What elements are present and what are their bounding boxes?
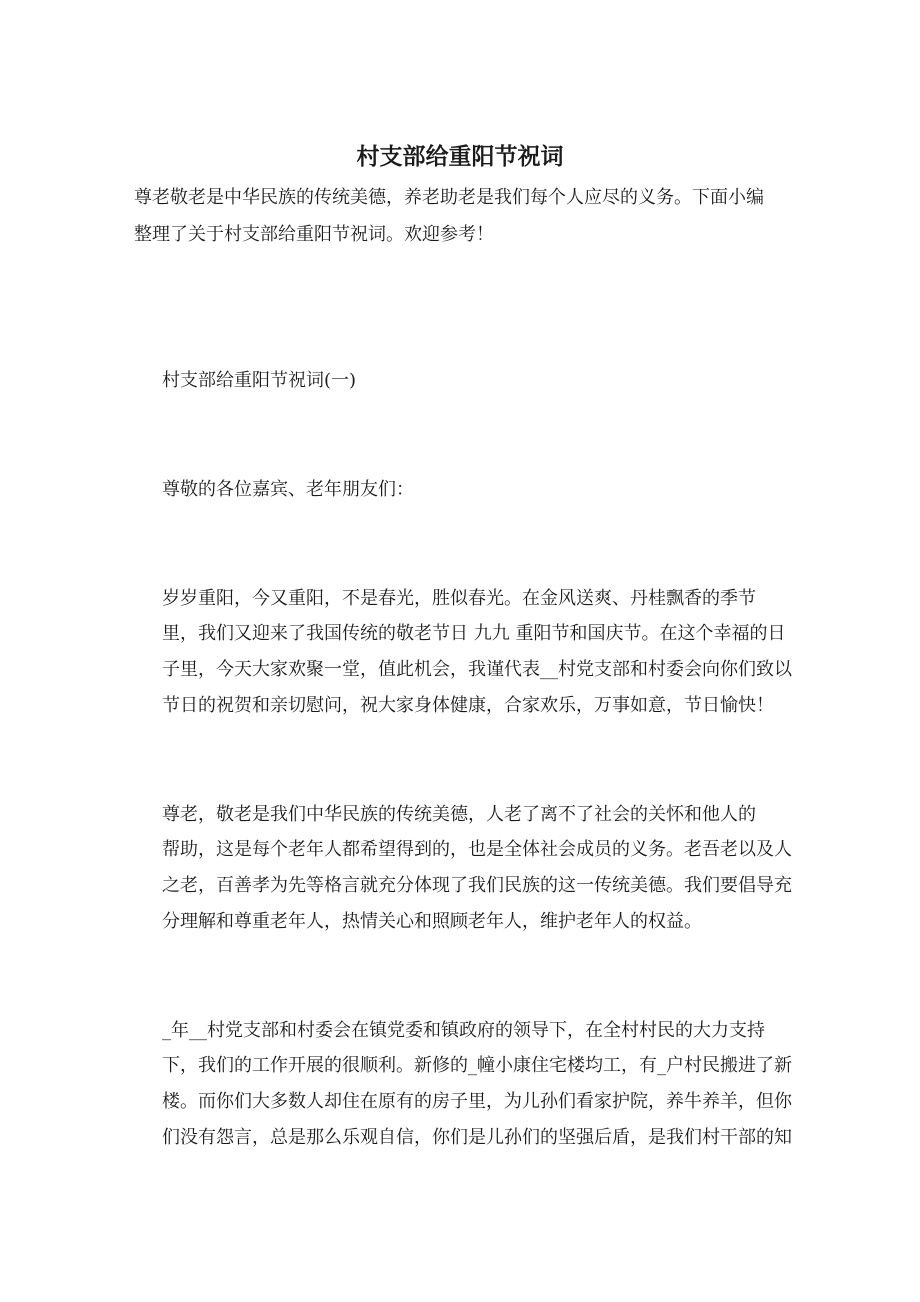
paragraph-line: 岁岁重阳，今又重阳，不是春光，胜似春光。在金风送爽、丹桂飘香的季节 [162,588,756,609]
paragraph-line: 尊老，敬老是我们中华民族的传统美德，人老了离不了社会的关怀和他人的 [162,804,756,825]
document-title: 村支部给重阳节祝词 [356,143,564,170]
paragraph-line: _年__村党支部和村委会在镇党委和镇政府的领导下，在全村村民的大力支持 [162,1020,765,1041]
salutation: 尊敬的各位嘉宾、老年朋友们： [162,479,414,500]
section-heading: 村支部给重阳节祝词(一) [162,370,357,391]
paragraph-line: 下，我们的工作开展的很顺利。新修的_幢小康住宅楼均工，有_户村民搬进了新 [162,1055,792,1076]
paragraph-line: 之老，百善孝为先等格言就充分体现了我们民族的这一传统美德。我们要倡导充 [162,875,792,896]
paragraph-line: 里，我们又迎来了我国传统的敬老节日 九九 重阳节和国庆节。在这个幸福的日 [162,623,786,644]
paragraph-line: 分理解和尊重老年人，热情关心和照顾老年人，维护老年人的权益。 [162,911,702,932]
intro-line: 尊老敬老是中华民族的传统美德，养老助老是我们每个人应尽的义务。下面小编 [134,187,764,208]
intro-line: 整理了关于村支部给重阳节祝词。欢迎参考！ [134,224,494,245]
paragraph-line: 节日的祝贺和亲切慰问，祝大家身体健康，合家欢乐，万事如意，节日愉快！ [162,695,774,716]
paragraph-line: 帮助，这是每个老年人都希望得到的，也是全体社会成员的义务。老吾老以及人 [162,839,792,860]
paragraph-line: 子里，今天大家欢聚一堂，值此机会，我谨代表__村党支部和村委会向你们致以 [162,659,792,680]
paragraph-line: 楼。而你们大多数人却住在原有的房子里，为儿孙们看家护院，养牛养羊，但你 [162,1091,792,1112]
paragraph-line: 们没有怨言，总是那么乐观自信，你们是儿孙们的坚强后盾，是我们村干部的知 [162,1127,792,1148]
